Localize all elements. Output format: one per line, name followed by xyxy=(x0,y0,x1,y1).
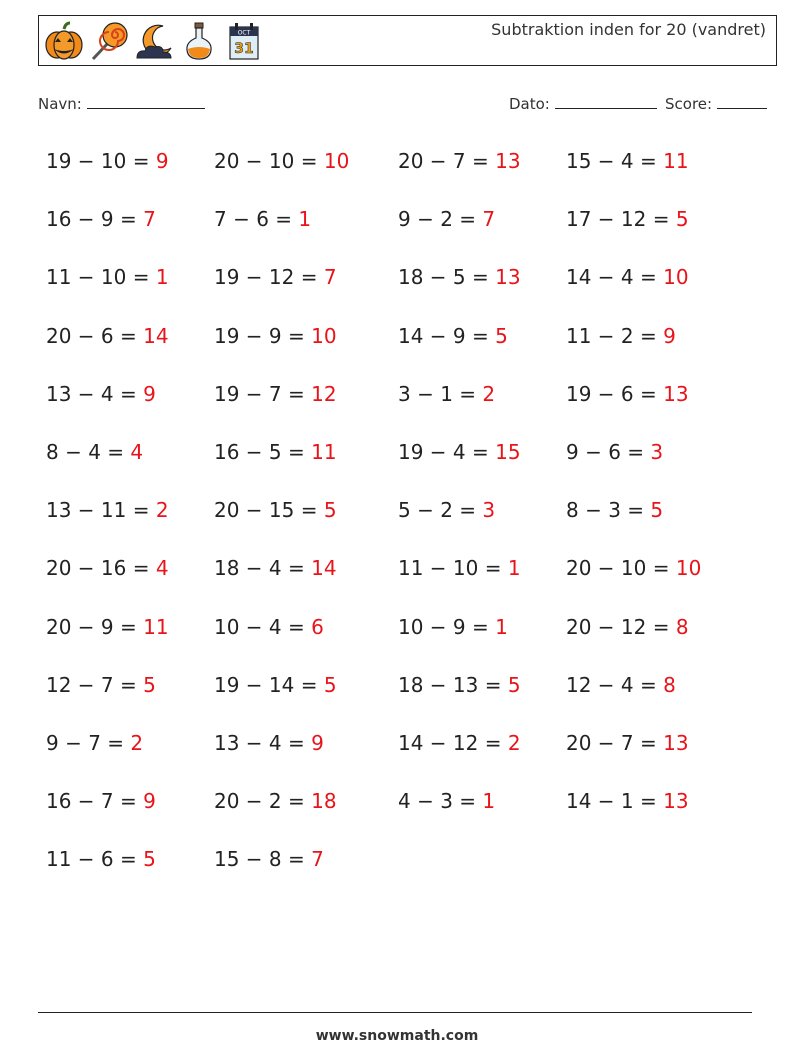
problem-answer: 13 xyxy=(663,381,689,406)
problem-equation: 20 − 15 = xyxy=(214,498,324,523)
problem-item xyxy=(566,198,766,256)
problem-equation: 20 − 7 = xyxy=(566,730,664,755)
problem-item xyxy=(214,664,398,722)
problem-answer: 2 xyxy=(482,381,496,406)
problem-equation: 3 − 1 = xyxy=(398,381,483,406)
problem-answer: 9 xyxy=(143,789,156,814)
problem-equation: 20 − 2 = xyxy=(214,789,312,814)
problem-equation: 16 − 7 = xyxy=(46,789,144,814)
problem-answer: 7 xyxy=(323,265,337,290)
problem-answer: 5 xyxy=(650,498,664,523)
problem-equation: 20 − 16 = xyxy=(46,556,156,581)
problem-answer: 11 xyxy=(143,614,169,639)
problem-answer: 15 xyxy=(495,439,521,464)
problem-item xyxy=(46,198,214,256)
problem-answer: 10 xyxy=(663,265,689,290)
problem-item xyxy=(566,431,766,489)
problem-answer: 1 xyxy=(298,207,312,232)
problem-item xyxy=(566,547,766,605)
date-label: Dato: xyxy=(509,95,550,113)
problem-equation: 14 − 1 = xyxy=(566,789,664,814)
problem-answer: 5 xyxy=(495,323,508,348)
problem-item xyxy=(398,606,566,664)
calendar-month: OCT xyxy=(237,29,251,37)
problem-answer: 2 xyxy=(130,730,144,755)
problem-answer: 13 xyxy=(663,730,689,755)
problem-item xyxy=(214,140,398,198)
problem-equation: 13 − 11 = xyxy=(46,498,156,523)
name-field xyxy=(38,94,205,113)
calendar-icon xyxy=(223,20,265,62)
problem-equation: 19 − 10 = xyxy=(46,149,156,173)
problem-item xyxy=(398,256,566,314)
problem-answer: 1 xyxy=(155,265,169,290)
problem-equation: 20 − 10 = xyxy=(214,149,324,173)
problem-item xyxy=(46,547,214,605)
lollipop-icon xyxy=(88,20,130,62)
problem-item xyxy=(214,256,398,314)
problem-answer: 7 xyxy=(143,207,156,232)
date-field xyxy=(509,94,657,113)
problem-item xyxy=(46,256,214,314)
problem-item xyxy=(214,489,398,547)
problem-item xyxy=(46,838,214,896)
problem-item xyxy=(46,315,214,373)
problem-equation: 8 − 4 = xyxy=(46,439,131,464)
score-field xyxy=(665,94,767,113)
footer-divider xyxy=(38,1012,752,1013)
problem-item xyxy=(46,489,214,547)
problem-item xyxy=(46,780,214,838)
problem-equation: 9 − 6 = xyxy=(566,439,651,464)
problem-equation: 14 − 9 = xyxy=(398,323,496,348)
problem-answer: 3 xyxy=(482,498,496,523)
problem-answer: 5 xyxy=(143,847,156,872)
problem-item xyxy=(214,722,398,780)
problem-answer: 5 xyxy=(507,672,521,697)
problem-item xyxy=(398,198,566,256)
problem-item xyxy=(214,315,398,373)
problem-equation: 9 − 2 = xyxy=(398,207,483,232)
problem-equation: 15 − 4 = xyxy=(566,149,664,173)
problem-answer: 5 xyxy=(323,498,337,523)
problem-answer: 11 xyxy=(663,149,689,173)
problem-answer: 2 xyxy=(507,730,521,755)
problem-item xyxy=(214,431,398,489)
problem-equation: 12 − 7 = xyxy=(46,672,144,697)
problem-equation: 20 − 10 = xyxy=(566,556,676,581)
problem-answer: 7 xyxy=(311,847,324,872)
header-icons xyxy=(43,20,265,62)
score-label: Score: xyxy=(665,95,713,113)
problem-item xyxy=(566,722,766,780)
problem-answer: 10 xyxy=(311,323,337,348)
moon-cloud-icon xyxy=(133,20,175,62)
problem-equation: 18 − 13 = xyxy=(398,672,508,697)
problem-equation: 19 − 14 = xyxy=(214,672,324,697)
problem-equation: 19 − 7 = xyxy=(214,381,312,406)
problem-answer: 13 xyxy=(495,265,521,290)
problem-answer: 14 xyxy=(143,323,169,348)
problem-equation: 11 − 10 = xyxy=(398,556,508,581)
problem-equation: 14 − 12 = xyxy=(398,730,508,755)
problem-item xyxy=(214,198,398,256)
problem-item xyxy=(398,140,566,198)
problem-item xyxy=(398,431,566,489)
problem-item xyxy=(214,547,398,605)
problem-answer: 9 xyxy=(143,381,156,406)
problem-answer: 3 xyxy=(650,439,664,464)
problem-equation: 13 − 4 = xyxy=(214,730,312,755)
problem-item xyxy=(46,140,214,198)
problem-equation: 8 − 3 = xyxy=(566,498,651,523)
problem-equation: 11 − 2 = xyxy=(566,323,664,348)
problem-equation: 20 − 6 = xyxy=(46,323,144,348)
problem-item xyxy=(566,780,766,838)
problem-answer: 4 xyxy=(130,439,144,464)
problem-answer: 1 xyxy=(495,614,508,639)
problem-equation: 10 − 9 = xyxy=(398,614,496,639)
problem-answer: 8 xyxy=(663,672,676,697)
problem-answer: 13 xyxy=(495,149,521,173)
problem-item xyxy=(46,606,214,664)
problem-item xyxy=(398,722,566,780)
problem-item xyxy=(46,431,214,489)
problem-item xyxy=(566,315,766,373)
problem-answer: 10 xyxy=(675,556,702,581)
problem-item xyxy=(398,780,566,838)
problem-equation: 18 − 4 = xyxy=(214,556,312,581)
problem-grid xyxy=(46,140,766,896)
problem-equation: 14 − 4 = xyxy=(566,265,664,290)
problem-answer: 5 xyxy=(143,672,156,697)
problem-answer: 9 xyxy=(311,730,324,755)
problem-item xyxy=(46,722,214,780)
problem-equation: 15 − 8 = xyxy=(214,847,312,872)
problem-answer: 8 xyxy=(675,614,689,639)
problem-item xyxy=(46,664,214,722)
problem-item xyxy=(398,315,566,373)
worksheet-header xyxy=(38,15,777,66)
name-label: Navn: xyxy=(38,95,82,113)
problem-item xyxy=(214,606,398,664)
problem-item xyxy=(566,256,766,314)
name-blank[interactable] xyxy=(87,94,205,109)
worksheet-title: Subtraktion inden for 20 (vandret) xyxy=(491,20,766,39)
problem-item xyxy=(566,489,766,547)
problem-item xyxy=(398,489,566,547)
problem-item xyxy=(566,664,766,722)
problem-answer: 10 xyxy=(323,149,350,173)
problem-equation: 7 − 6 = xyxy=(214,207,299,232)
problem-item xyxy=(398,547,566,605)
problem-equation: 12 − 4 = xyxy=(566,672,664,697)
problem-equation: 9 − 7 = xyxy=(46,730,131,755)
problem-equation: 16 − 5 = xyxy=(214,439,312,464)
problem-equation: 16 − 9 = xyxy=(46,207,144,232)
problem-item xyxy=(214,780,398,838)
problem-equation: 19 − 9 = xyxy=(214,323,312,348)
problem-equation: 4 − 3 = xyxy=(398,789,483,814)
footer-url: www.snowmath.com xyxy=(315,1028,479,1044)
problem-answer: 9 xyxy=(155,149,169,173)
problem-equation: 11 − 6 = xyxy=(46,847,144,872)
problem-item xyxy=(566,606,766,664)
problem-answer: 1 xyxy=(507,556,521,581)
problem-equation: 19 − 4 = xyxy=(398,439,496,464)
problem-equation: 20 − 12 = xyxy=(566,614,676,639)
problem-answer: 9 xyxy=(663,323,676,348)
problem-answer: 5 xyxy=(323,672,337,697)
problem-equation: 18 − 5 = xyxy=(398,265,496,290)
problem-answer: 11 xyxy=(311,439,337,464)
problem-equation: 17 − 12 = xyxy=(566,207,676,232)
problem-item xyxy=(398,664,566,722)
problem-answer: 18 xyxy=(311,789,337,814)
problem-answer: 13 xyxy=(663,789,689,814)
pumpkin-icon xyxy=(43,20,85,62)
problem-answer: 5 xyxy=(675,207,689,232)
problem-equation: 19 − 6 = xyxy=(566,381,664,406)
problem-answer: 7 xyxy=(482,207,496,232)
problem-equation: 20 − 9 = xyxy=(46,614,144,639)
problem-answer: 2 xyxy=(155,498,169,523)
problem-answer: 1 xyxy=(482,789,496,814)
problem-equation: 19 − 12 = xyxy=(214,265,324,290)
problem-equation: 10 − 4 = xyxy=(214,614,312,639)
problem-item xyxy=(214,838,398,896)
problem-equation: 5 − 2 = xyxy=(398,498,483,523)
problem-item xyxy=(214,373,398,431)
problem-answer: 6 xyxy=(311,614,324,639)
score-blank[interactable] xyxy=(717,94,767,109)
date-blank[interactable] xyxy=(555,94,657,109)
problem-answer: 12 xyxy=(311,381,337,406)
problem-item xyxy=(566,373,766,431)
problem-item xyxy=(566,140,766,198)
problem-item xyxy=(46,373,214,431)
problem-equation: 20 − 7 = xyxy=(398,149,496,173)
calendar-day: 31 xyxy=(234,41,254,57)
potion-bottle-icon xyxy=(178,20,220,62)
problem-equation: 11 − 10 = xyxy=(46,265,156,290)
problem-answer: 14 xyxy=(311,556,337,581)
problem-item xyxy=(398,373,566,431)
problem-equation: 13 − 4 = xyxy=(46,381,144,406)
problem-answer: 4 xyxy=(155,556,169,581)
